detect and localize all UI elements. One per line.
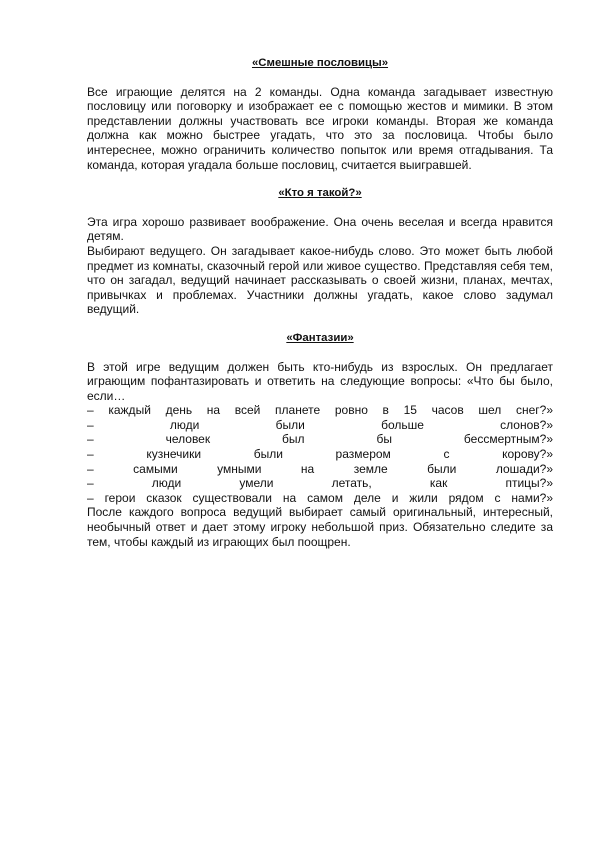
section-text-fantasies-outro: После каждого вопроса ведущий выбирает самый оригинальный, интересный, необычный ответ и дает этому игроку небольшой приз. Обязательно следите за тем, чтобы каждый из играющих был поощрен. bbox=[87, 505, 553, 549]
section-text-who-am-i-1: Эта игра хорошо развивает воображение. Она очень веселая и всегда нравится детям. bbox=[87, 214, 553, 244]
question-item: – люди умели летать, как птицы?» bbox=[87, 476, 553, 491]
question-item: – люди были больше слонов?» bbox=[87, 417, 553, 432]
question-item: – человек был бы бессмертным?» bbox=[87, 432, 553, 447]
section-text-who-am-i-2: Выбирают ведущего. Он загадывает какое-нибудь слово. Это может быть любой предмет из комнаты, сказочный герой или живое существо. Представляя себя тем, что он загадал, ведущий начинает рассказывать о своей жизни, планах, мечтах, привычках и проблемах. Участники должны угадать, какое слово задумал ведущий. bbox=[87, 243, 553, 317]
section-title-who-am-i: «Кто я такой?» bbox=[278, 187, 362, 200]
section-title-fantasies: «Фантазии» bbox=[286, 331, 354, 344]
question-item: – герои сказок существовали на самом деле и жили рядом с нами?» bbox=[87, 490, 553, 505]
question-item: – самыми умными на земле были лошади?» bbox=[87, 461, 553, 476]
section-text-proverbs: Все играющие делятся на 2 команды. Одна команда загадывает известную пословицу или поговорку и изображает ее с помощью жестов и мимики. В этом представлении должны участвовать все игроки команды. Вторая же команда должна как можно быстрее угадать, что это за пословица. Чтобы было интереснее, можно ограничить количество попыток или время отгадывания. Та команда, которая угадала больше пословиц, считается выигравшей. bbox=[87, 84, 553, 172]
section-title-proverbs: «Смешные пословицы» bbox=[251, 57, 389, 69]
question-item: – кузнечики были размером с корову?» bbox=[87, 447, 553, 462]
question-item: – каждый день на всей планете ровно в 15 часов шел снег?» bbox=[87, 403, 553, 418]
document-body bbox=[87, 56, 553, 549]
section-text-fantasies-intro: В этой игре ведущим должен быть кто-нибудь из взрослых. Он предлагает играющим пофантазировать и ответить на следующие вопросы: «Что бы было, если… bbox=[87, 359, 553, 403]
